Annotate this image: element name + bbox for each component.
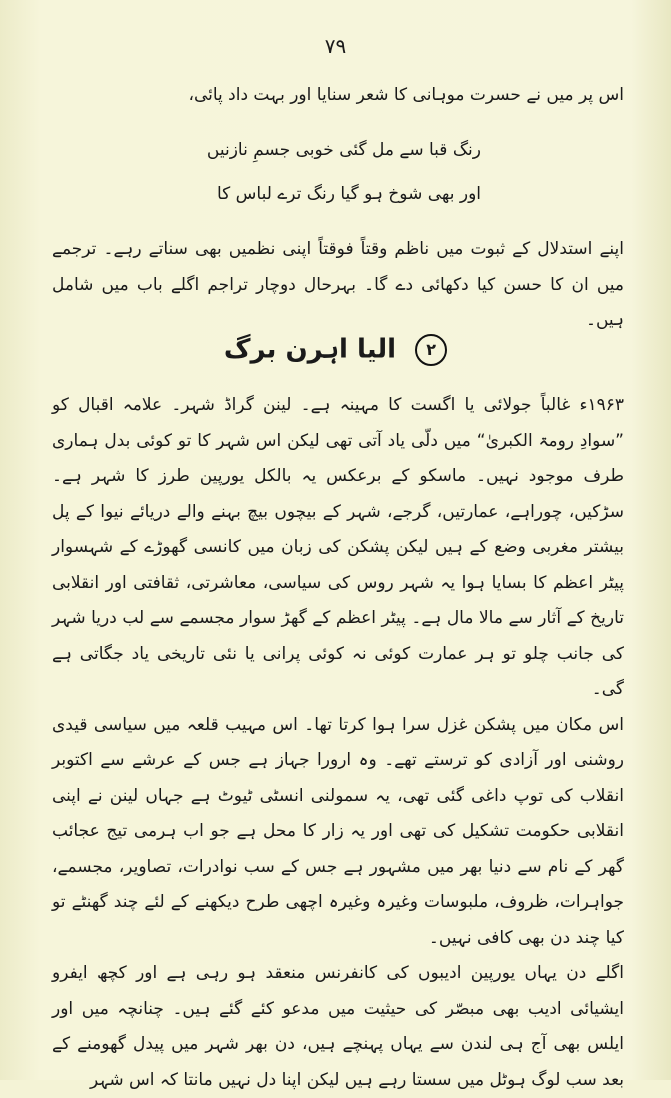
paragraph-2: اس مکان میں پشکن غزل سرا ہوا کرتا تھا۔ اس مہیب قلعہ میں سیاسی قیدی روشنی اور آزادی کو ترستے تھے۔ وہ ارورا جہاز ہے جس کے عرشے سے اکتوبر انقلاب کی توپ داغی گئی تھی، یہ سمولنی انسٹی ٹیوٹ ہے جہاں لینن نے اپنی انقلابی حکومت تشکیل کی تھی اور یہ زار کا محل ہے جو اب ہرمی تیج عجائب گھر کے نام سے دنیا بھر میں مشہور ہے جس کے سب نوادرات، تصاویر، مجسمے، جواہرات، ظروف، ملبوسات وغیرہ وغیرہ اچھی طرح دیکھنے کے لئے چند گھنٹے تو کیا چند دن بھی کافی نہیں۔ <box>52 714 624 948</box>
after-verse-text <box>52 232 624 339</box>
section-title: الیا اہرن برگ <box>223 334 397 365</box>
after-verse-paragraph: اپنے استدلال کے ثبوت میں ناظم وقتاً فوقتاً اپنی نظمیں بھی سناتے رہے۔ ترجمے میں ان کا حسن کیا دکھائی دے گا۔ بہرحال دوچار تراجم اگلے باب میں شامل ہیں۔ <box>52 239 624 330</box>
page-number: ۷۹ <box>324 34 347 58</box>
verse-line-1: رنگ قبا سے مل گئی خوبی جسمِ نازنیں <box>206 140 481 160</box>
body-text <box>52 388 624 1098</box>
intro-line: اس پر میں نے حسرت موہانی کا شعر سنایا اور بہت داد پائی، <box>188 85 624 105</box>
paragraph-3: اگلے دن یہاں یورپین ادیبوں کی کانفرنس منعقد ہو رہی ہے اور کچھ ایفرو ایشیائی ادیب بھی مبصّر کی حیثیت میں مدعو کئے گئے ہیں۔ چنانچہ میں اور ایلس بھی آج ہی لندن سے یہاں پہنچے ہیں، دن بھر شہر میں پیدل گھومنے کے بعد سب لوگ ہوٹل میں سستا رہے ہیں لیکن اپنا دل نہیں مانتا کہ اس شہر <box>52 963 624 1090</box>
verse-couplet <box>121 128 481 216</box>
verse-line-2: اور بھی شوخ ہو گیا رنگ ترے لباس کا <box>217 184 481 204</box>
section-heading <box>0 334 671 366</box>
paragraph-1: ۱۹۶۳ء غالباً جولائی یا اگست کا مہینہ ہے۔ لینن گراڈ شہر۔ علامہ اقبال کو ”سوادِ رومۃ الکبریٰ“ میں دلّی یاد آتی تھی لیکن اس شہر کا تو کوئی بدل ہماری طرف موجود نہیں۔ ماسکو کے برعکس یہ بالکل یورپین طرز کا شہر ہے۔ سڑکیں، چوراہے، عمارتیں، گرجے، شہر کے بیچوں بیچ بہنے والے دریائے نیوا کے پل بیشتر مغربی وضع کے ہیں لیکن پشکن کی زبان میں کانسی گھوڑے کے شہسوار پیٹر اعظم کا بسایا ہوا یہ شہر روس کی سیاسی، معاشرتی، ثقافتی اور انقلابی تاریخ کے آثار سے مالا مال ہے۔ پیٹر اعظم کے گھڑ سوار مجسمے سے لب دریا شہر کی جانب چلو تو ہر عمارت کوئی نہ کوئی پرانی یا نئی تاریخی یاد جگاتی ہے گی۔ <box>52 395 624 699</box>
intro-text <box>52 78 624 114</box>
section-number-badge: ۲ <box>415 334 447 366</box>
